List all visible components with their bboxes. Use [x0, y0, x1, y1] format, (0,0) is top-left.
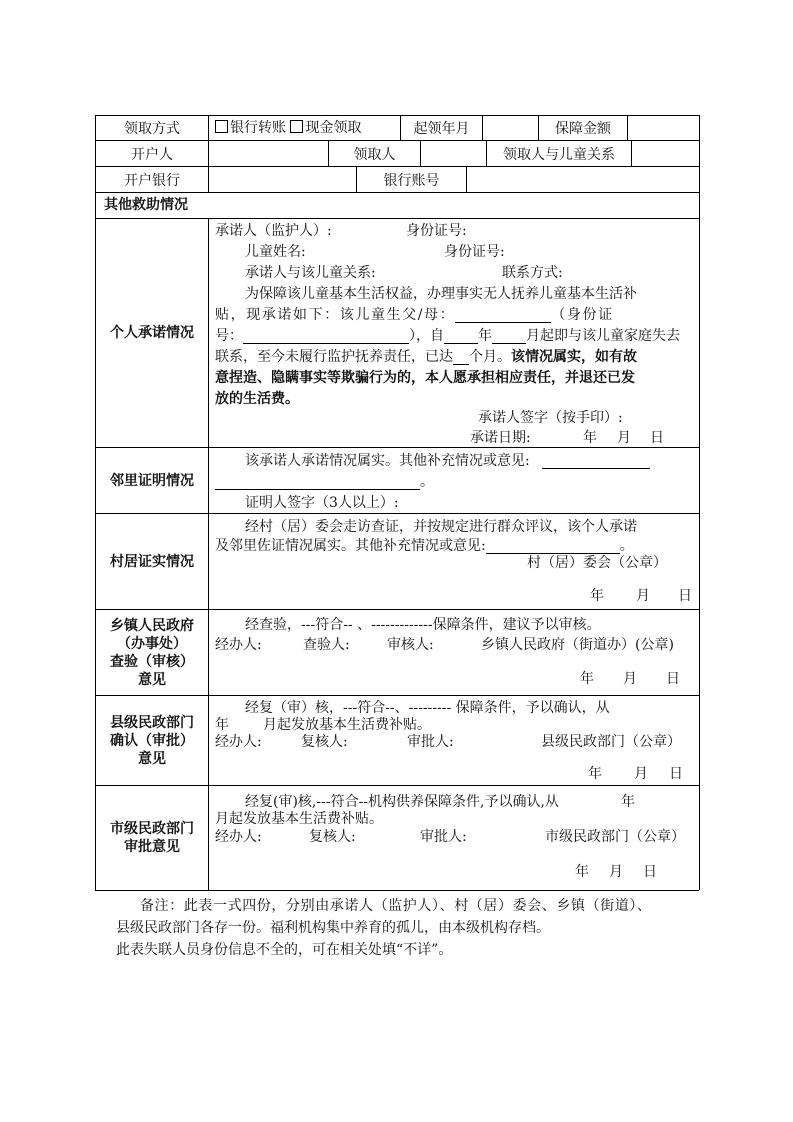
city-date-month: 月: [609, 864, 623, 880]
village-date-month: 月: [636, 588, 650, 604]
county-text-line1: 经复（审）核，---符合--、--------- 保障条件，予以确认，从: [245, 700, 610, 716]
relation-label: 领取人与儿童关系: [503, 146, 615, 163]
county-seal-label: 县级民政部门（公章）: [541, 734, 681, 750]
neighbor-text-line2: 。: [215, 474, 434, 490]
promise-date-month: 月: [617, 430, 631, 446]
contact-label: 联系方式:: [502, 265, 563, 281]
notes-line1: 备注：此表一式四份，分别由承诺人（监护人）、村（居）委会、乡镇（街道）、: [140, 898, 652, 914]
promise-text-line1: 为保障该儿童基本生活权益，办理事实无人抚养儿童基本生活补: [245, 286, 637, 302]
cash-option[interactable]: 现金领取: [290, 120, 361, 136]
child-name-label: 儿童姓名:: [245, 244, 306, 260]
promise-text-line2: 贴，现承诺如下：该儿童生父/母： （身份证: [215, 307, 614, 323]
promise-text-line4: 联系，至今未履行监护抚养责任，已达 个月。该情况属实，如有故: [215, 349, 637, 365]
relation-to-child-label: 承诺人与该儿童关系:: [245, 265, 376, 281]
township-handler-label: 经办人:: [215, 637, 262, 653]
city-approver-label: 审批人:: [420, 829, 467, 845]
checkbox-icon[interactable]: [215, 120, 228, 133]
promise-date-year: 年: [583, 430, 597, 446]
checkbox-icon[interactable]: [290, 120, 303, 133]
village-seal-label: 村（居）委会（公章）: [527, 555, 667, 571]
township-checker-label: 查验人:: [303, 637, 350, 653]
township-text: 经查验，---符合-- 、-------------保障条件，建议予以审核。: [245, 617, 601, 633]
county-text-line2: 年 月起发放基本生活费补贴。: [215, 717, 431, 733]
city-text-line1: 经复(审)核,---符合--机构供养保障条件,予以确认,从 年: [245, 794, 635, 810]
village-label: 村居证实情况: [110, 553, 194, 570]
receiver-label: 领取人: [353, 146, 396, 163]
county-date-year: 年: [588, 766, 602, 782]
county-rechecker-label: 复核人:: [301, 734, 348, 750]
neighbor-text: 该承诺人承诺情况属实。其他补充情况或意见:: [245, 453, 650, 469]
promise-text-line5: 意捏造、隐瞒事实等欺骗行为的，本人愿承担相应责任，并退还已发: [215, 370, 635, 386]
notes-line3: 此表失联人员身份信息不全的，可在相关处填“不详”。: [116, 942, 453, 958]
promiser-id-label: 身份证号:: [406, 223, 467, 239]
promise-date-day: 日: [650, 430, 664, 446]
village-text-line1: 经村（居）委会走访查证，并按规定进行群众评议，该个人承诺: [245, 519, 637, 535]
county-date-month: 月: [634, 766, 648, 782]
city-label: 市级民政部门 审批意见: [110, 821, 194, 855]
promise-text-line3: 号： ），自 年 月起即与该儿童家庭失去: [215, 328, 680, 344]
city-rechecker-label: 复核人:: [309, 829, 356, 845]
promiser-label: 承诺人（监护人）:: [215, 223, 332, 239]
other-aid-label: 其他救助情况: [104, 197, 188, 213]
city-seal-label: 市级民政部门（公章）: [545, 829, 685, 845]
bank-transfer-option[interactable]: 银行转账: [215, 120, 286, 136]
witness-signature-label: 证明人签字（3人以上）:: [245, 495, 399, 511]
promise-text-line6: 放的生活费。: [215, 391, 299, 407]
village-date-year: 年: [590, 588, 604, 604]
receiver-field[interactable]: [421, 141, 486, 166]
notes-line2: 县级民政部门各存一份。福利机构集中养育的孤儿，由本级机构存档。: [116, 920, 550, 936]
promise-label: 个人承诺情况: [110, 325, 194, 341]
city-handler-label: 经办人:: [215, 829, 262, 845]
receive-method-label: 领取方式: [124, 121, 180, 137]
account-holder-label: 开户人: [131, 146, 173, 163]
city-date-day: 日: [643, 864, 657, 880]
village-date-day: 日: [678, 588, 692, 604]
county-approver-label: 审批人:: [407, 734, 454, 750]
amount-label: 保障金额: [555, 121, 611, 137]
bank-label: 开户银行: [124, 172, 180, 189]
neighbor-label: 邻里证明情况: [110, 472, 194, 489]
account-number-label: 银行账号: [383, 172, 440, 189]
township-date-day: 日: [666, 671, 680, 687]
township-reviewer-label: 审核人:: [387, 637, 434, 653]
amount-field[interactable]: [628, 116, 699, 140]
relation-field[interactable]: [632, 141, 699, 166]
promiser-signature-label: 承诺人签字（按手印）:: [478, 410, 623, 426]
promise-date-label: 承诺日期:: [470, 430, 531, 446]
village-text-line2: 及邻里佐证情况属实。其他补充情况或意见: 。: [215, 538, 634, 554]
start-month-label: 起领年月: [413, 121, 470, 137]
start-month-field[interactable]: [483, 116, 538, 140]
township-date-month: 月: [623, 671, 637, 687]
account-number-field[interactable]: [467, 167, 699, 192]
bank-field[interactable]: [209, 167, 356, 192]
account-holder-field[interactable]: [209, 141, 328, 166]
township-label: 乡镇人民政府 （办事处） 查验（审核） 意见: [110, 617, 194, 688]
township-date-year: 年: [580, 671, 594, 687]
receive-method-options: [215, 119, 361, 137]
township-seal-label: 乡镇人民政府（街道办）(公章): [481, 637, 674, 653]
child-id-label: 身份证号:: [444, 244, 505, 260]
county-date-day: 日: [669, 766, 683, 782]
county-handler-label: 经办人:: [215, 734, 262, 750]
county-label: 县级民政部门 确认（审批） 意见: [110, 714, 194, 767]
city-date-year: 年: [575, 864, 589, 880]
city-text-line2: 月起发放基本生活费补贴。: [215, 811, 383, 827]
